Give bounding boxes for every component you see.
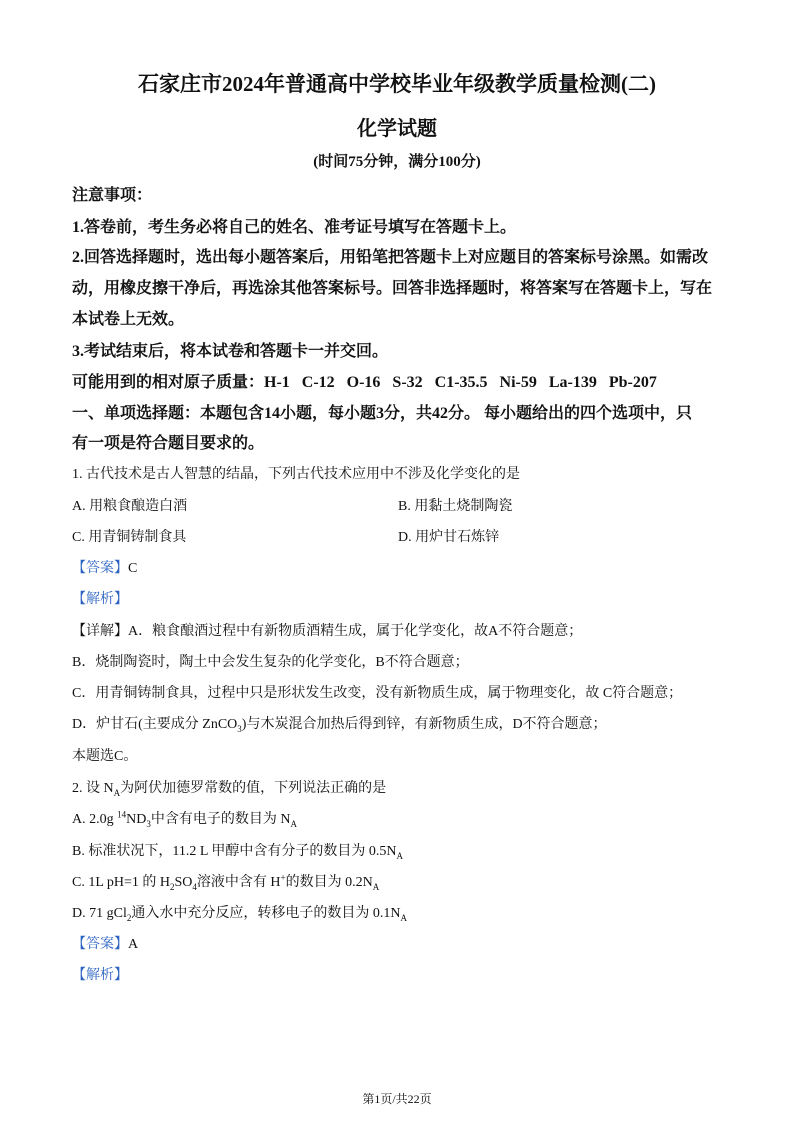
analysis-tag: 【解析】 — [72, 968, 128, 983]
exam-title: 石家庄市2024年普通高中学校毕业年级教学质量检测(二) — [138, 72, 656, 96]
q1-option-b: B. 用黏土烧制陶瓷 — [398, 499, 513, 514]
analysis-tag: 【解析】 — [72, 592, 128, 607]
q1-answer — [72, 557, 137, 577]
detail-tag: 【详解】 — [72, 624, 128, 639]
notice-item-1: 1.答卷前，考生务必将自己的姓名、准考证号填写在答题卡上。 — [72, 219, 517, 236]
time-info: (时间75分钟，满分100分) — [313, 154, 481, 170]
notice-item-2-line-1: 2.回答选择题时，选出每小题答案后，用铅笔把答题卡上对应题目的答案标号涂黑。如需改 — [72, 249, 709, 266]
q2-option-c: C. 1L pH=1 的 $H_2SO_4$溶液中含有 H+的数目为 $0.2N_A$ — [72, 872, 380, 892]
answer-tag: 【答案】 — [72, 937, 128, 952]
answer-tag: 【答案】 — [72, 561, 128, 576]
q1-option-c: C. 用青铜铸制食具 — [72, 530, 187, 545]
q2-stem: 2. 设 $N_A$为阿伏加德罗常数的值，下列说法正确的是 — [72, 781, 387, 798]
section-1-line-2: 有一项是符合题目要求的。 — [72, 435, 265, 452]
q1-stem: 1. 古代技术是古人智慧的结晶，下列古代技术应用中不涉及化学变化的是 — [72, 467, 520, 482]
q2-analysis — [72, 964, 128, 984]
q1-analysis — [72, 588, 128, 608]
notice-item-2-line-2: 动，用橡皮擦干净后，再选涂其他答案标号。回答非选择题时，将答案写在答题卡上，写在 — [72, 280, 713, 297]
q2-answer-value: A — [128, 937, 139, 952]
page-number: 第1页/共22页 — [362, 1092, 432, 1106]
q1-detail-d: D．炉甘石(主要成分 ZnCO$_3$)与木炭混合加热后得到锌，有新物质生成，D不符合题意； — [72, 717, 607, 734]
notice-item-2-line-3: 本试卷上无效。 — [72, 311, 185, 328]
q1-answer-value: C — [128, 561, 138, 576]
subject-title: 化学试题 — [357, 118, 437, 140]
q1-detail-a: 【详解】A．粮食酿酒过程中有新物质酒精生成，属于化学变化，故A不符合题意； — [72, 624, 583, 639]
atomic-masses: 可能用到的相对原子质量：H-1 C-12 O-16 S-32 C1-35.5 Ni-59 La-139 Pb-207 — [72, 374, 657, 391]
notice-item-3: 3.考试结束后，将本试卷和答题卡一并交回。 — [72, 343, 389, 360]
section-1-line-1: 一、单项选择题：本题包含14小题，每小题3分，共42分。 每小题给出的四个选项中，只 — [72, 405, 693, 422]
q2-option-a: A. 2.0g $^{14}ND_3$中含有电子的数目为 $N_A$ — [72, 809, 297, 829]
q2-option-b: B. 标准状况下，11.2 L 甲醇中含有分子的数目为 $0.5N_A$ — [72, 844, 403, 861]
q2-answer — [72, 933, 138, 953]
q1-conclusion: 本题选C。 — [72, 749, 138, 764]
q1-detail-c: C．用青铜铸制食具，过程中只是形状发生改变，没有新物质生成，属于物理变化，故 C符合题意； — [72, 686, 683, 701]
q1-option-d: D. 用炉甘石炼锌 — [398, 530, 500, 545]
q1-option-a: A. 用粮食酿造白酒 — [72, 499, 188, 514]
notice-heading: 注意事项： — [72, 187, 153, 204]
q2-option-d: D. 71 gCl$_2$通入水中充分反应，转移电子的数目为 $0.1N_A$ — [72, 906, 407, 923]
q1-detail-b: B．烧制陶瓷时，陶土中会发生复杂的化学变化，B不符合题意； — [72, 655, 469, 670]
